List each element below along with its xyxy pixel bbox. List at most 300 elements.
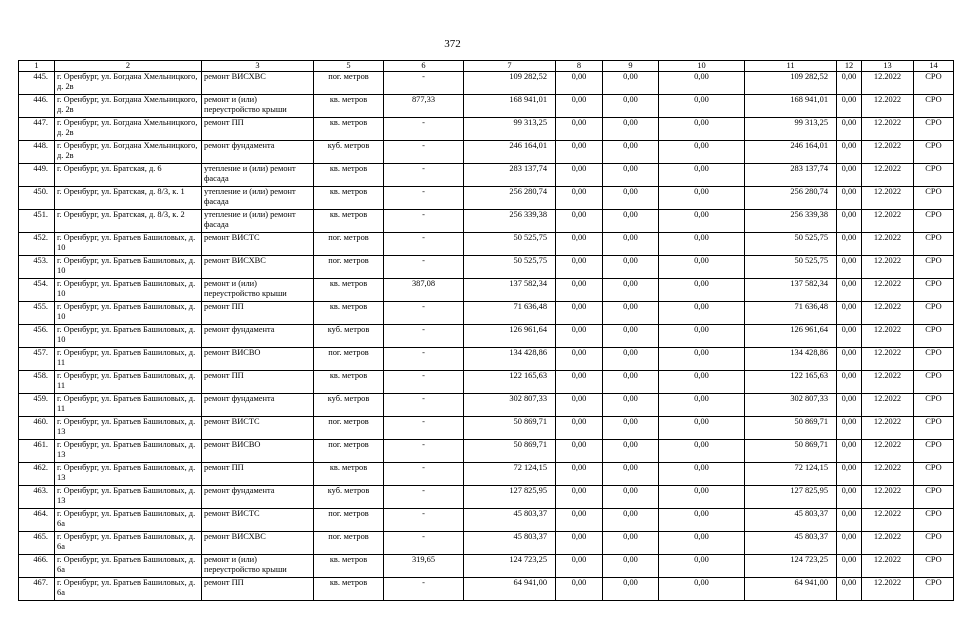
row-number: 461.	[19, 440, 55, 463]
fund-regional-cell: 0,00	[603, 463, 659, 486]
fund-owners-cell: 64 941,00	[745, 578, 837, 601]
quantity-cell: -	[384, 371, 464, 394]
address-cell: г. Оренбург, ул. Братьев Башиловых, д. 6а	[55, 509, 202, 532]
specific-cost-cell: 0,00	[837, 463, 862, 486]
unit-cell: кв. метров	[314, 95, 384, 118]
total-cost-cell: 137 582,34	[464, 279, 556, 302]
fund-federal-cell: 0,00	[556, 486, 603, 509]
completion-date-cell: 12.2022	[862, 371, 914, 394]
quantity-cell: -	[384, 417, 464, 440]
table-row	[19, 118, 954, 141]
work-type-cell: утепление и (или) ремонт фасада	[202, 210, 314, 233]
column-number-header: 10	[659, 61, 745, 72]
table-row	[19, 348, 954, 371]
work-type-cell: ремонт фундамента	[202, 394, 314, 417]
total-cost-cell: 45 803,37	[464, 532, 556, 555]
work-type-cell: ремонт ВИСТС	[202, 509, 314, 532]
address-cell: г. Оренбург, ул. Братьев Башиловых, д. 11	[55, 394, 202, 417]
fund-regional-cell: 0,00	[603, 164, 659, 187]
fund-method-cell: СРО	[914, 187, 954, 210]
row-number: 464.	[19, 509, 55, 532]
fund-federal-cell: 0,00	[556, 325, 603, 348]
address-cell: г. Оренбург, ул. Братьев Башиловых, д. 13	[55, 463, 202, 486]
total-cost-cell: 99 313,25	[464, 118, 556, 141]
table-row	[19, 509, 954, 532]
fund-owners-cell: 122 165,63	[745, 371, 837, 394]
fund-local-cell: 0,00	[659, 555, 745, 578]
fund-method-cell: СРО	[914, 72, 954, 95]
fund-local-cell: 0,00	[659, 463, 745, 486]
work-type-cell: ремонт ПП	[202, 463, 314, 486]
table-row	[19, 371, 954, 394]
specific-cost-cell: 0,00	[837, 532, 862, 555]
fund-local-cell: 0,00	[659, 164, 745, 187]
fund-method-cell: СРО	[914, 233, 954, 256]
unit-cell: куб. метров	[314, 325, 384, 348]
column-number-header: 12	[837, 61, 862, 72]
address-cell: г. Оренбург, ул. Братьев Башиловых, д. 6а	[55, 555, 202, 578]
specific-cost-cell: 0,00	[837, 233, 862, 256]
fund-method-cell: СРО	[914, 95, 954, 118]
specific-cost-cell: 0,00	[837, 256, 862, 279]
table-row	[19, 555, 954, 578]
column-number-header: 2	[55, 61, 202, 72]
row-number: 466.	[19, 555, 55, 578]
fund-owners-cell: 127 825,95	[745, 486, 837, 509]
quantity-cell: 319,65	[384, 555, 464, 578]
total-cost-cell: 168 941,01	[464, 95, 556, 118]
specific-cost-cell: 0,00	[837, 302, 862, 325]
column-number-header: 13	[862, 61, 914, 72]
completion-date-cell: 12.2022	[862, 440, 914, 463]
row-number: 463.	[19, 486, 55, 509]
fund-method-cell: СРО	[914, 486, 954, 509]
fund-owners-cell: 72 124,15	[745, 463, 837, 486]
unit-cell: кв. метров	[314, 210, 384, 233]
specific-cost-cell: 0,00	[837, 210, 862, 233]
row-number: 450.	[19, 187, 55, 210]
fund-owners-cell: 137 582,34	[745, 279, 837, 302]
fund-local-cell: 0,00	[659, 440, 745, 463]
completion-date-cell: 12.2022	[862, 302, 914, 325]
completion-date-cell: 12.2022	[862, 164, 914, 187]
total-cost-cell: 246 164,01	[464, 141, 556, 164]
quantity-cell: -	[384, 348, 464, 371]
fund-method-cell: СРО	[914, 394, 954, 417]
completion-date-cell: 12.2022	[862, 95, 914, 118]
fund-owners-cell: 168 941,01	[745, 95, 837, 118]
specific-cost-cell: 0,00	[837, 486, 862, 509]
fund-federal-cell: 0,00	[556, 233, 603, 256]
total-cost-cell: 50 525,75	[464, 256, 556, 279]
fund-owners-cell: 99 313,25	[745, 118, 837, 141]
completion-date-cell: 12.2022	[862, 118, 914, 141]
fund-regional-cell: 0,00	[603, 302, 659, 325]
unit-cell: пог. метров	[314, 348, 384, 371]
fund-federal-cell: 0,00	[556, 463, 603, 486]
work-type-cell: ремонт ВИСВО	[202, 348, 314, 371]
quantity-cell: -	[384, 325, 464, 348]
unit-cell: пог. метров	[314, 509, 384, 532]
fund-method-cell: СРО	[914, 532, 954, 555]
completion-date-cell: 12.2022	[862, 187, 914, 210]
work-type-cell: ремонт ПП	[202, 118, 314, 141]
fund-method-cell: СРО	[914, 555, 954, 578]
fund-regional-cell: 0,00	[603, 371, 659, 394]
completion-date-cell: 12.2022	[862, 348, 914, 371]
table-row	[19, 279, 954, 302]
fund-owners-cell: 256 280,74	[745, 187, 837, 210]
unit-cell: кв. метров	[314, 302, 384, 325]
fund-local-cell: 0,00	[659, 348, 745, 371]
unit-cell: куб. метров	[314, 141, 384, 164]
completion-date-cell: 12.2022	[862, 394, 914, 417]
address-cell: г. Оренбург, ул. Братьев Башиловых, д. 13	[55, 486, 202, 509]
work-type-cell: ремонт ПП	[202, 302, 314, 325]
specific-cost-cell: 0,00	[837, 555, 862, 578]
fund-method-cell: СРО	[914, 371, 954, 394]
total-cost-cell: 50 869,71	[464, 417, 556, 440]
completion-date-cell: 12.2022	[862, 463, 914, 486]
total-cost-cell: 256 339,38	[464, 210, 556, 233]
fund-regional-cell: 0,00	[603, 555, 659, 578]
address-cell: г. Оренбург, ул. Братьев Башиловых, д. 11	[55, 371, 202, 394]
work-type-cell: ремонт и (или) переустройство крыши	[202, 95, 314, 118]
total-cost-cell: 283 137,74	[464, 164, 556, 187]
completion-date-cell: 12.2022	[862, 256, 914, 279]
fund-local-cell: 0,00	[659, 578, 745, 601]
fund-owners-cell: 45 803,37	[745, 532, 837, 555]
row-number: 456.	[19, 325, 55, 348]
row-number: 453.	[19, 256, 55, 279]
row-number: 451.	[19, 210, 55, 233]
unit-cell: кв. метров	[314, 555, 384, 578]
fund-regional-cell: 0,00	[603, 141, 659, 164]
fund-owners-cell: 256 339,38	[745, 210, 837, 233]
work-type-cell: утепление и (или) ремонт фасада	[202, 187, 314, 210]
row-number: 454.	[19, 279, 55, 302]
fund-regional-cell: 0,00	[603, 532, 659, 555]
fund-federal-cell: 0,00	[556, 302, 603, 325]
fund-method-cell: СРО	[914, 348, 954, 371]
quantity-cell: -	[384, 187, 464, 210]
column-number-header: 5	[314, 61, 384, 72]
quantity-cell: -	[384, 233, 464, 256]
unit-cell: кв. метров	[314, 164, 384, 187]
work-type-cell: ремонт ПП	[202, 578, 314, 601]
fund-owners-cell: 134 428,86	[745, 348, 837, 371]
column-number-header: 11	[745, 61, 837, 72]
specific-cost-cell: 0,00	[837, 325, 862, 348]
fund-owners-cell: 124 723,25	[745, 555, 837, 578]
fund-regional-cell: 0,00	[603, 187, 659, 210]
fund-method-cell: СРО	[914, 578, 954, 601]
total-cost-cell: 126 961,64	[464, 325, 556, 348]
table-row	[19, 72, 954, 95]
fund-regional-cell: 0,00	[603, 578, 659, 601]
total-cost-cell: 50 525,75	[464, 233, 556, 256]
quantity-cell: -	[384, 486, 464, 509]
total-cost-cell: 64 941,00	[464, 578, 556, 601]
fund-federal-cell: 0,00	[556, 72, 603, 95]
table-row	[19, 256, 954, 279]
specific-cost-cell: 0,00	[837, 279, 862, 302]
row-number: 449.	[19, 164, 55, 187]
fund-local-cell: 0,00	[659, 486, 745, 509]
address-cell: г. Оренбург, ул. Братьев Башиловых, д. 6а	[55, 578, 202, 601]
fund-method-cell: СРО	[914, 279, 954, 302]
fund-regional-cell: 0,00	[603, 394, 659, 417]
address-cell: г. Оренбург, ул. Братьев Башиловых, д. 11	[55, 348, 202, 371]
specific-cost-cell: 0,00	[837, 509, 862, 532]
fund-federal-cell: 0,00	[556, 555, 603, 578]
table-row	[19, 325, 954, 348]
fund-regional-cell: 0,00	[603, 486, 659, 509]
address-cell: г. Оренбург, ул. Братьев Башиловых, д. 10	[55, 302, 202, 325]
unit-cell: кв. метров	[314, 279, 384, 302]
row-number: 448.	[19, 141, 55, 164]
completion-date-cell: 12.2022	[862, 210, 914, 233]
quantity-cell: -	[384, 394, 464, 417]
address-cell: г. Оренбург, ул. Братская, д. 8/3, к. 1	[55, 187, 202, 210]
row-number: 460.	[19, 417, 55, 440]
row-number: 445.	[19, 72, 55, 95]
fund-method-cell: СРО	[914, 417, 954, 440]
work-type-cell: ремонт фундамента	[202, 325, 314, 348]
table-row	[19, 233, 954, 256]
fund-method-cell: СРО	[914, 325, 954, 348]
specific-cost-cell: 0,00	[837, 348, 862, 371]
specific-cost-cell: 0,00	[837, 440, 862, 463]
completion-date-cell: 12.2022	[862, 417, 914, 440]
completion-date-cell: 12.2022	[862, 532, 914, 555]
work-type-cell: ремонт и (или) переустройство крыши	[202, 555, 314, 578]
completion-date-cell: 12.2022	[862, 555, 914, 578]
specific-cost-cell: 0,00	[837, 72, 862, 95]
fund-owners-cell: 302 807,33	[745, 394, 837, 417]
fund-owners-cell: 50 869,71	[745, 440, 837, 463]
fund-owners-cell: 126 961,64	[745, 325, 837, 348]
fund-regional-cell: 0,00	[603, 233, 659, 256]
fund-federal-cell: 0,00	[556, 532, 603, 555]
fund-local-cell: 0,00	[659, 72, 745, 95]
fund-regional-cell: 0,00	[603, 509, 659, 532]
table-row	[19, 210, 954, 233]
row-number: 452.	[19, 233, 55, 256]
unit-cell: пог. метров	[314, 417, 384, 440]
fund-method-cell: СРО	[914, 256, 954, 279]
quantity-cell: -	[384, 509, 464, 532]
unit-cell: кв. метров	[314, 371, 384, 394]
specific-cost-cell: 0,00	[837, 141, 862, 164]
fund-federal-cell: 0,00	[556, 417, 603, 440]
column-number-header: 6	[384, 61, 464, 72]
fund-regional-cell: 0,00	[603, 417, 659, 440]
fund-regional-cell: 0,00	[603, 210, 659, 233]
fund-federal-cell: 0,00	[556, 210, 603, 233]
unit-cell: пог. метров	[314, 440, 384, 463]
completion-date-cell: 12.2022	[862, 486, 914, 509]
total-cost-cell: 256 280,74	[464, 187, 556, 210]
column-number-header: 1	[19, 61, 55, 72]
fund-local-cell: 0,00	[659, 187, 745, 210]
unit-cell: кв. метров	[314, 463, 384, 486]
completion-date-cell: 12.2022	[862, 509, 914, 532]
quantity-cell: -	[384, 210, 464, 233]
total-cost-cell: 122 165,63	[464, 371, 556, 394]
fund-federal-cell: 0,00	[556, 279, 603, 302]
quantity-cell: -	[384, 532, 464, 555]
table-row	[19, 463, 954, 486]
fund-local-cell: 0,00	[659, 417, 745, 440]
quantity-cell: -	[384, 302, 464, 325]
column-number-header: 8	[556, 61, 603, 72]
quantity-cell: -	[384, 72, 464, 95]
fund-regional-cell: 0,00	[603, 348, 659, 371]
fund-federal-cell: 0,00	[556, 187, 603, 210]
completion-date-cell: 12.2022	[862, 233, 914, 256]
fund-federal-cell: 0,00	[556, 256, 603, 279]
specific-cost-cell: 0,00	[837, 578, 862, 601]
table-row	[19, 95, 954, 118]
fund-local-cell: 0,00	[659, 302, 745, 325]
row-number: 457.	[19, 348, 55, 371]
completion-date-cell: 12.2022	[862, 141, 914, 164]
work-type-cell: ремонт ВИСТС	[202, 233, 314, 256]
specific-cost-cell: 0,00	[837, 371, 862, 394]
unit-cell: пог. метров	[314, 233, 384, 256]
completion-date-cell: 12.2022	[862, 279, 914, 302]
work-type-cell: ремонт фундамента	[202, 486, 314, 509]
address-cell: г. Оренбург, ул. Богдана Хмельницкого, д. 2в	[55, 118, 202, 141]
fund-federal-cell: 0,00	[556, 348, 603, 371]
table-row	[19, 164, 954, 187]
work-type-cell: ремонт и (или) переустройство крыши	[202, 279, 314, 302]
table-row	[19, 532, 954, 555]
work-type-cell: ремонт ВИСВО	[202, 440, 314, 463]
unit-cell: куб. метров	[314, 486, 384, 509]
total-cost-cell: 302 807,33	[464, 394, 556, 417]
specific-cost-cell: 0,00	[837, 118, 862, 141]
fund-regional-cell: 0,00	[603, 118, 659, 141]
fund-method-cell: СРО	[914, 164, 954, 187]
fund-federal-cell: 0,00	[556, 164, 603, 187]
address-cell: г. Оренбург, ул. Братьев Башиловых, д. 10	[55, 325, 202, 348]
unit-cell: кв. метров	[314, 578, 384, 601]
column-number-header: 14	[914, 61, 954, 72]
address-cell: г. Оренбург, ул. Богдана Хмельницкого, д. 2в	[55, 72, 202, 95]
total-cost-cell: 109 282,52	[464, 72, 556, 95]
address-cell: г. Оренбург, ул. Богдана Хмельницкого, д. 2в	[55, 95, 202, 118]
table-row	[19, 486, 954, 509]
fund-federal-cell: 0,00	[556, 578, 603, 601]
quantity-cell: -	[384, 578, 464, 601]
fund-owners-cell: 50 869,71	[745, 417, 837, 440]
specific-cost-cell: 0,00	[837, 187, 862, 210]
fund-local-cell: 0,00	[659, 394, 745, 417]
fund-method-cell: СРО	[914, 509, 954, 532]
fund-regional-cell: 0,00	[603, 325, 659, 348]
fund-owners-cell: 50 525,75	[745, 233, 837, 256]
fund-federal-cell: 0,00	[556, 371, 603, 394]
column-number-row	[19, 61, 954, 72]
fund-method-cell: СРО	[914, 302, 954, 325]
fund-federal-cell: 0,00	[556, 440, 603, 463]
fund-local-cell: 0,00	[659, 233, 745, 256]
fund-local-cell: 0,00	[659, 256, 745, 279]
table-row	[19, 394, 954, 417]
row-number: 447.	[19, 118, 55, 141]
fund-regional-cell: 0,00	[603, 256, 659, 279]
address-cell: г. Оренбург, ул. Братьев Башиловых, д. 10	[55, 256, 202, 279]
fund-owners-cell: 109 282,52	[745, 72, 837, 95]
page-number: 372	[444, 38, 461, 50]
fund-federal-cell: 0,00	[556, 118, 603, 141]
address-cell: г. Оренбург, ул. Братьев Башиловых, д. 10	[55, 279, 202, 302]
table-row	[19, 440, 954, 463]
fund-federal-cell: 0,00	[556, 141, 603, 164]
row-number: 446.	[19, 95, 55, 118]
specific-cost-cell: 0,00	[837, 164, 862, 187]
completion-date-cell: 12.2022	[862, 325, 914, 348]
fund-method-cell: СРО	[914, 210, 954, 233]
fund-local-cell: 0,00	[659, 509, 745, 532]
unit-cell: куб. метров	[314, 394, 384, 417]
table-row	[19, 187, 954, 210]
address-cell: г. Оренбург, ул. Братьев Башиловых, д. 10	[55, 233, 202, 256]
column-number-header: 7	[464, 61, 556, 72]
fund-local-cell: 0,00	[659, 371, 745, 394]
table-body	[19, 72, 954, 601]
unit-cell: пог. метров	[314, 532, 384, 555]
quantity-cell: -	[384, 463, 464, 486]
address-cell: г. Оренбург, ул. Братская, д. 6	[55, 164, 202, 187]
work-type-cell: утепление и (или) ремонт фасада	[202, 164, 314, 187]
table-row	[19, 417, 954, 440]
fund-owners-cell: 71 636,48	[745, 302, 837, 325]
fund-method-cell: СРО	[914, 118, 954, 141]
specific-cost-cell: 0,00	[837, 394, 862, 417]
column-number-header: 3	[202, 61, 314, 72]
fund-owners-cell: 45 803,37	[745, 509, 837, 532]
fund-local-cell: 0,00	[659, 279, 745, 302]
unit-cell: пог. метров	[314, 72, 384, 95]
quantity-cell: 387,08	[384, 279, 464, 302]
fund-local-cell: 0,00	[659, 95, 745, 118]
specific-cost-cell: 0,00	[837, 417, 862, 440]
work-type-cell: ремонт ВИСХВС	[202, 256, 314, 279]
unit-cell: кв. метров	[314, 118, 384, 141]
row-number: 467.	[19, 578, 55, 601]
quantity-cell: -	[384, 141, 464, 164]
quantity-cell: -	[384, 164, 464, 187]
fund-owners-cell: 246 164,01	[745, 141, 837, 164]
fund-local-cell: 0,00	[659, 210, 745, 233]
work-type-cell: ремонт ВИСТС	[202, 417, 314, 440]
total-cost-cell: 45 803,37	[464, 509, 556, 532]
fund-local-cell: 0,00	[659, 141, 745, 164]
total-cost-cell: 127 825,95	[464, 486, 556, 509]
row-number: 462.	[19, 463, 55, 486]
work-type-cell: ремонт ВИСХВС	[202, 72, 314, 95]
fund-federal-cell: 0,00	[556, 509, 603, 532]
fund-federal-cell: 0,00	[556, 95, 603, 118]
address-cell: г. Оренбург, ул. Братьев Башиловых, д. 6а	[55, 532, 202, 555]
address-cell: г. Оренбург, ул. Братьев Башиловых, д. 13	[55, 417, 202, 440]
completion-date-cell: 12.2022	[862, 72, 914, 95]
fund-federal-cell: 0,00	[556, 394, 603, 417]
specific-cost-cell: 0,00	[837, 95, 862, 118]
